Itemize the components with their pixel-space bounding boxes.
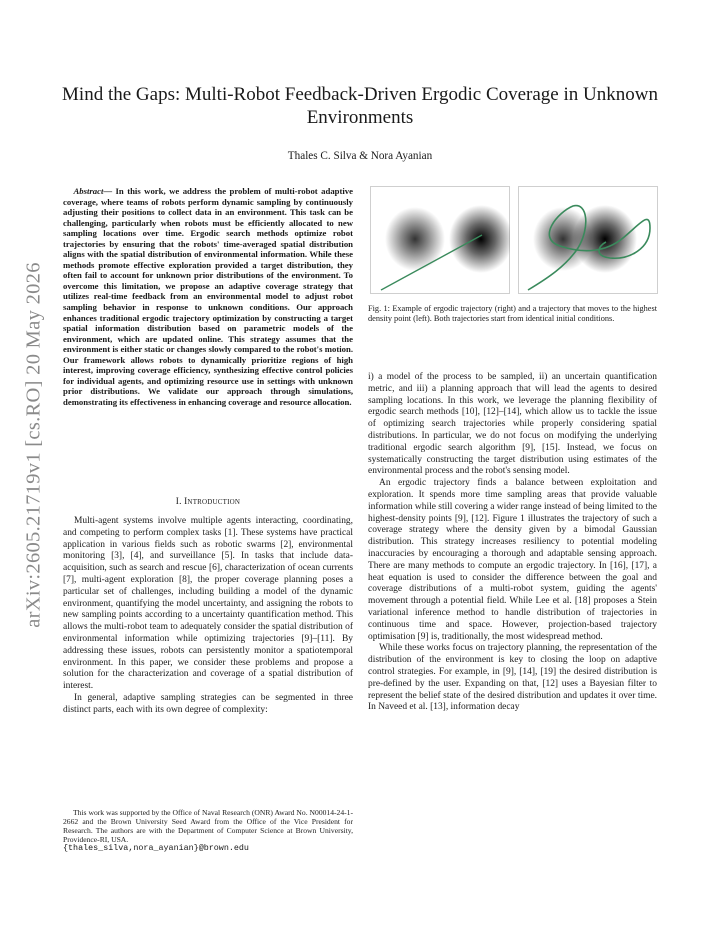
arxiv-identifier-stamp [14,220,54,670]
arxiv-identifier-text: arXiv:2605.21719v1 [cs.RO] 20 May 2026 [22,262,45,628]
figure-1-right-panel [518,186,658,294]
figure-1-left-panel [370,186,510,294]
abstract-label: Abstract [73,186,104,196]
abstract-text: — In this work, we address the problem of multi-robot adaptive coverage, where teams of robots perform dynamic sampling by continuously adjusting their positions to collect data in an environment. This task can be challenging, particularly when robots must be efficiently allocated to new sampling locations over time. Ergodic search methods optimize robot trajectories by ensuring that the robots' time-averaged spatial distribution aligns with the spatial distribution of environmental information. While these methods promote effective exploration provided a target distribution, they often fail to account for unknown prior distributions of the environment. To overcome this limitation, we propose an adaptive coverage strategy that utilizes real-time feedback from an environmental model to adjust robot sampling behavior in response to unknown conditions. Our approach enhances traditional ergodic trajectory optimization by constructing a target spatial information distribution based on parametric models of the environment, which are updated online. This strategy assumes that the environment is either static or changes slowly compared to the robot's motion. Our framework allows robots to dynamically prioritize regions of high interest, improving coverage efficiency, synthesizing effective control policies for individual agents, and optimizing resource use in settings with unknown prior distributions. We validate our approach through simulations, demonstrating its effectiveness in enhancing coverage and resource allocation. [63,186,353,407]
figure-1-caption: Fig. 1: Example of ergodic trajectory (right) and a trajectory that moves to the highest density point (left). Both trajectories start from identical initial conditions. [368,304,657,324]
intro-paragraph-1: Multi-agent systems involve multiple agents interacting, coordinating, and competing to perform complex tasks [1]. These systems have practical application in various fields such as robotic swarms [2], environmental monitoring [3], [4], and surveillance [5]. In tasks that include data-acquisition, such as search and rescue [6], characterization of ocean currents [7], multi-agent exploration [8], the proper coverage planning poses a particular set of challenges, including building a model of the dynamic environment, quantifying the model uncertainty, and assigning the robots to new sampling points according to a uncertainty quantification method. This allows the multi-robot team to adequately consider the spatial distribution of environmental information while optimizing trajectories [9]–[11]. By addressing these issues, robots can persistently monitor a spatiotemporal environment. In this paper, we consider these problems and propose a solution for the characterization and coverage of a spatial distribution of interest. [63,516,353,692]
right-column-body [368,372,657,714]
section-heading-introduction [63,497,353,509]
footnote [63,808,353,853]
paper-title: Mind the Gaps: Multi-Robot Feedback-Driven Ergodic Coverage in Unknown Environments [62,84,658,128]
density-blob-left [385,207,445,271]
footnote-text: This work was supported by the Office of Naval Research (ONR) Award No. N00014-24-1-2662 and the Brown University Seed Award from the Office of the Vice President for Research. The authors are with the Department of Computer Science at Brown University, Providence-RI, USA. [63,808,353,845]
abstract [63,186,353,407]
right-paragraph-2: An ergodic trajectory finds a balance between exploitation and exploration. It spends more time sampling areas that provide valuable information while still covering a wider range instead of being limited to the highest-density points [9], [12]. Figure 1 illustrates the trajectory of such a coverage strategy where the density given by a bimodal Gaussian distribution. This strategy increases resiliency to potential modeling inaccuracies by encouraging a thorough and adaptable sensing approach. There are many methods to compute an ergodic trajectory. In [16], [17], a heat equation is used to consider the difference between the goal and coverage distributions of a multi-robot system, guiding the agents' movement through a potential field. While Lee et al. [18] proposes a Stein variational inference method to handle distribution of trajectories in continuous time and space. However, projection-based trajectory optimisation [9] is, traditionally, the most widespread method. [368,478,657,642]
paper-authors: Thales C. Silva & Nora Ayanian [287,150,433,162]
right-paragraph-3: While these works focus on trajectory planning, the representation of the distribution of the environment is key to closing the loop on adaptive control strategies. For example, in [9], [14], [19] the desired distribution is pre-defined by the user. Expanding on that, [12] uses a Bayesian filter to represent the belief state of the desired distribution and updates it over time. In Naveed et al. [13], information decay [368,643,657,713]
introduction-body [63,516,353,717]
intro-paragraph-2: In general, adaptive sampling strategies can be segmented in three distinct parts, each with its own degree of complexity: [63,692,353,715]
right-paragraph-1: i) a model of the process to be sampled, ii) an uncertain quantification metric, and iii) a planning approach that will lead the agents to desired sampling locations. In this work, we leverage the planning flexibility of ergodic search methods [10], [12]–[14], which allow us to tackle the issue of optimizing search trajectories while properly considering spatial distributions. In particular, we do not focus on modifying the underlying traditional ergodic search algorithm [9], [15]. Instead, we focus on systematically constructing the target distribution using estimates of the environmental process and the robot's sensing model. [368,372,657,477]
section-heading-text: I. Introduction [175,497,241,507]
density-blob-right [449,205,510,273]
footnote-email: {thales_silva,nora_ayanian}@brown.edu [63,843,249,854]
